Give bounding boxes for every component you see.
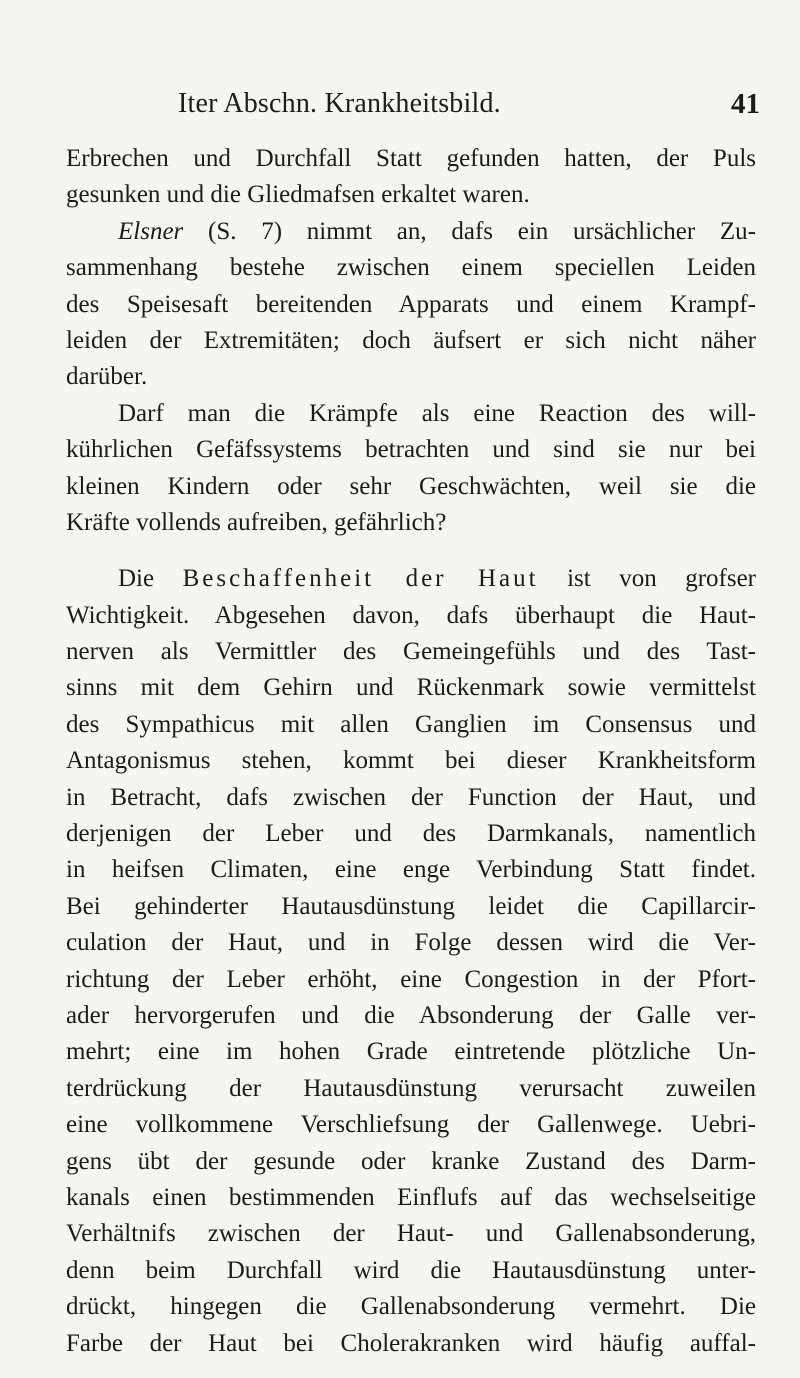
text-line: [66, 214, 756, 250]
spaced-emphasis: Beschaffenheit der Haut: [182, 565, 539, 593]
text-line: drückt, hingegen die Gallenabsonderung vermehrt. Die: [66, 1293, 756, 1321]
text-line: Wichtigkeit. Abgesehen davon, dafs überhaupt die Haut-: [66, 601, 756, 629]
text-line: gesunken und die Gliedmafsen erkaltet waren.: [66, 181, 530, 209]
text-line: eine vollkommene Verschliefsung der Gallenwege. Uebri-: [66, 1111, 756, 1139]
text-fragment: Die: [118, 565, 155, 593]
running-title: Iter Abschn. Krankheitsbild.: [178, 88, 501, 119]
author-name: Elsner: [118, 217, 184, 245]
text-line: kanals einen bestimmenden Einflufs auf das wechselseitige: [66, 1183, 756, 1211]
body-text: [66, 141, 756, 1362]
text-line: kleinen Kindern oder sehr Geschwächten, weil sie die: [66, 472, 756, 500]
text-line: in heifsen Climaten, eine enge Verbindung Statt findet.: [66, 856, 756, 884]
text-line: [66, 561, 756, 597]
text-line: sammenhang bestehe zwischen einem speciellen Leiden: [66, 254, 756, 282]
text-line: culation der Haut, und in Folge dessen wird die Ver-: [66, 929, 756, 957]
text-line: darüber.: [66, 363, 148, 391]
text-line: in Betracht, dafs zwischen der Function der Haut, und: [66, 783, 756, 811]
text-line: Darf man die Krämpfe als eine Reaction des will-: [118, 399, 756, 427]
text-line: denn beim Durchfall wird die Hautausdünstung unter-: [66, 1256, 756, 1284]
page-number: 41: [731, 88, 760, 120]
text-line: gens übt der gesunde oder kranke Zustand des Darm-: [66, 1147, 756, 1175]
text-line: leiden der Extremitäten; doch äufsert er sich nicht näher: [66, 326, 756, 354]
text-fragment: (S. 7) nimmt an, dafs ein ursächlicher Zu-: [183, 217, 756, 245]
text-line: Farbe der Haut bei Cholerakranken wird häufig auffal-: [66, 1329, 756, 1357]
text-line: Erbrechen und Durchfall Statt gefunden hatten, der Puls: [66, 145, 756, 172]
text-line: sinns mit dem Gehirn und Rückenmark sowie vermittelst: [66, 674, 756, 702]
running-head: [160, 88, 760, 124]
text-line: mehrt; eine im hohen Grade eintretende plötzliche Un-: [66, 1038, 756, 1066]
text-line: Verhältnifs zwischen der Haut- und Gallenabsonderung,: [66, 1220, 756, 1248]
text-line: des Sympathicus mit allen Ganglien im Consensus und: [66, 710, 756, 738]
text-line: terdrückung der Hautausdünstung verursacht zuweilen: [66, 1074, 756, 1102]
text-line: derjenigen der Leber und des Darmkanals, namentlich: [66, 820, 756, 848]
text-line: des Speisesaft bereitenden Apparats und einem Krampf-: [66, 290, 756, 318]
text-fragment: ist von grofser: [567, 565, 757, 593]
text-line: nerven als Vermittler des Gemeingefühls und des Tast-: [66, 638, 756, 666]
text-line: kührlichen Gefäfssystems betrachten und sind sie nur bei: [66, 436, 756, 464]
text-line: Antagonismus stehen, kommt bei dieser Krankheitsform: [66, 747, 756, 775]
text-line: Kräfte vollends aufreiben, gefährlich?: [66, 508, 447, 536]
text-line: richtung der Leber erhöht, eine Congestion in der Pfort-: [66, 965, 756, 993]
paragraph-gap: [66, 541, 756, 561]
text-line: Bei gehinderter Hautausdünstung leidet die Capillarcir-: [66, 892, 756, 920]
text-line: ader hervorgerufen und die Absonderung der Galle ver-: [66, 1001, 756, 1029]
